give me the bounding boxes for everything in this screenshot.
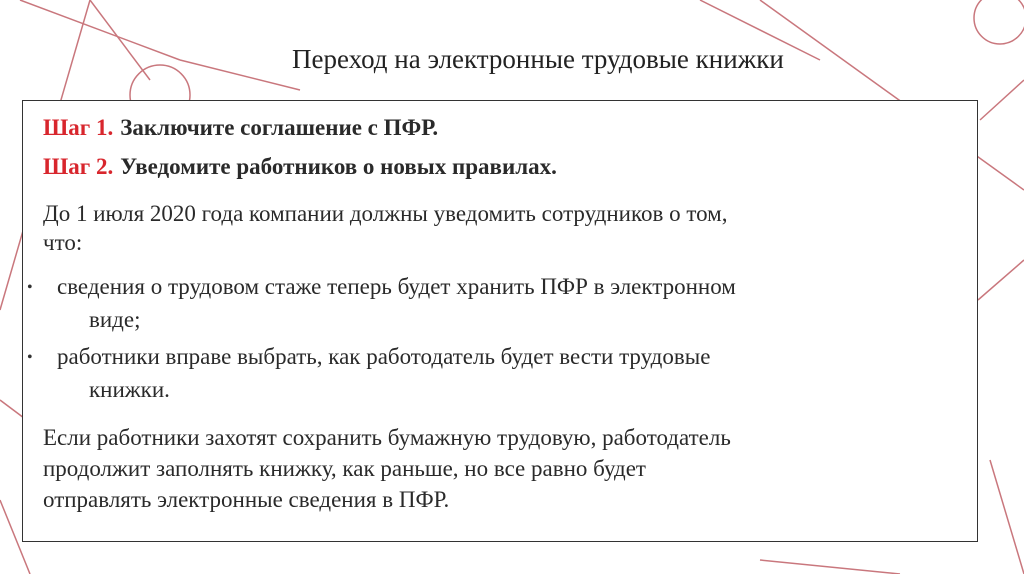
step-1-text: Заключите соглашение с ПФР. [120, 115, 439, 140]
step-1-number: Шаг 1. [43, 115, 114, 140]
bullet-2-line-2: книжки. [89, 377, 170, 402]
step-2-text: Уведомите работников о новых правилах. [120, 154, 557, 179]
bullet-2-marker: • [27, 349, 33, 366]
step-1 [43, 115, 438, 141]
conclusion-line-2: продолжит заполнять книжку, как раньше, но все равно будет [43, 456, 646, 481]
bullet-1-line-2: виде; [89, 307, 141, 332]
intro-line-1: До 1 июля 2020 года компании должны уведомить сотрудников о том, [43, 201, 728, 226]
bullet-2-line-1: работники вправе выбрать, как работодатель будет вести трудовые [57, 344, 711, 369]
slide-title: Переход на электронные трудовые книжки [292, 44, 784, 74]
step-2-number: Шаг 2. [43, 154, 114, 179]
step-2 [43, 154, 557, 180]
content-box [22, 100, 978, 542]
intro-line-2: что: [43, 230, 83, 255]
conclusion-line-3: отправлять электронные сведения в ПФР. [43, 487, 450, 512]
bullet-1-line-1: сведения о трудовом стаже теперь будет хранить ПФР в электронном [57, 274, 736, 299]
bullet-1-marker: • [27, 279, 33, 296]
conclusion-line-1: Если работники захотят сохранить бумажную трудовую, работодатель [43, 425, 731, 450]
